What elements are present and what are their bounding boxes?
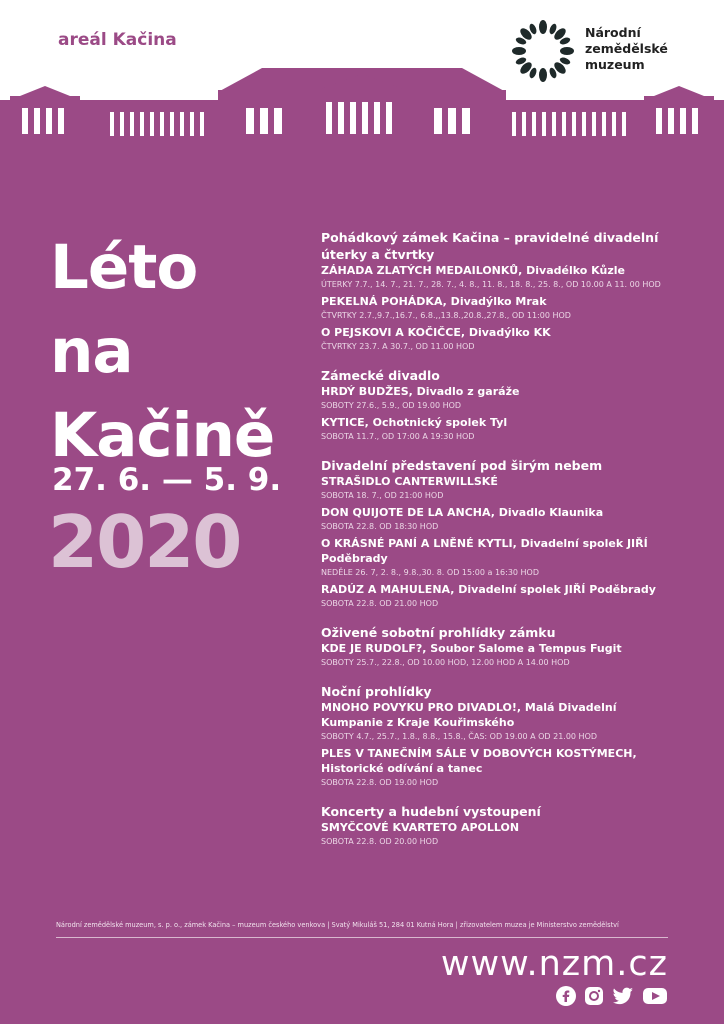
logo-line-3: muzeum [585,57,645,72]
event-name: KYTICE, Ochotnický spolek Tyl [321,416,508,429]
instagram-icon[interactable] [584,986,604,1006]
program-section [321,624,671,669]
event-schedule: SOBOTA 22.8. OD 20.00 HOD [321,837,439,846]
title-line-3: Kačině [50,400,275,471]
event-schedule: SOBOTA 18. 7., OD 21:00 HOD [321,491,444,500]
program-section [321,457,671,610]
event-schedule: SOBOTA 22.8. OD 19.00 HOD [321,778,439,787]
footer-divider [56,937,668,938]
event-name: STRAŠIDLO CANTERWILLSKÉ [321,475,498,488]
website-link[interactable]: www.nzm.cz [440,944,668,984]
event-dates: 27. 6. — 5. 9. [52,462,282,498]
youtube-icon[interactable] [642,986,668,1006]
program-section [321,803,671,848]
event-year: 2020 [48,500,241,584]
chateau-silhouette [0,60,724,142]
title-line-2: na [50,316,133,387]
logo-line-1: Národní [585,25,641,40]
section-title: Noční prohlídky [321,684,432,699]
event-name: ZÁHADA ZLATÝCH MEDAILONKŮ, Divadélko Kůzle [321,264,625,277]
event-name: KDE JE RUDOLF?, Soubor Salome a Tempus Fugit [321,642,622,655]
event-name: HRDÝ BUDŽES, Divadlo z garáže [321,385,520,398]
section-title: Pohádkový zámek Kačina – pravidelné divadelní úterky a čtvrtky [321,230,659,262]
event-schedule: SOBOTY 4.7., 25.7., 1.8., 8.8., 15.8., ČAS: OD 19.00 A OD 21.00 HOD [321,732,598,741]
twitter-icon[interactable] [612,986,634,1006]
event-schedule: SOBOTA 22.8. OD 21.00 HOD [321,599,439,608]
section-title: Zámecké divadlo [321,368,440,383]
section-title: Divadelní představení pod širým nebem [321,458,603,473]
event-schedule: SOBOTY 27.6., 5.9., OD 19.00 HOD [321,401,462,410]
event-name: PEKELNÁ POHÁDKA, Divadýlko Mrak [321,295,547,308]
event-name: DON QUIJOTE DE LA ANCHA, Divadlo Klaunika [321,506,604,519]
program-section [321,229,671,353]
event-name: O KRÁSNÉ PANÍ A LNĚNÉ KYTLI, Divadelní spolek JIŘÍ Poděbrady [321,537,648,565]
section-title: Koncerty a hudební vystoupení [321,804,541,819]
logo-line-2: zemědělské [585,41,668,56]
area-label: areál Kačina [58,30,177,50]
event-schedule: SOBOTA 22.8. OD 18:30 HOD [321,522,439,531]
event-name: SMYČCOVÉ KVARTETO APOLLON [321,821,520,834]
event-schedule: NEDĚLE 26. 7, 2. 8., 9.8.,30. 8. OD 15:00 a 16:30 HOD [321,568,540,577]
title-line-1: Léto [50,232,198,303]
event-schedule: SOBOTA 11.7., OD 17:00 A 19:30 HOD [321,432,475,441]
event-name: O PEJSKOVI A KOČIČCE, Divadýlko KK [321,326,551,339]
event-title [50,226,274,478]
section-title: Oživené sobotní prohlídky zámku [321,625,556,640]
event-name: MNOHO POVYKU PRO DIVADLO!, Malá Divadelní Kumpanie z Kraje Kouřimského [321,701,617,729]
event-name: RADÚZ A MAHULENA, Divadelní spolek JIŘÍ Poděbrady [321,583,656,596]
event-schedule: ČTVRTKY 23.7. A 30.7., OD 11.00 HOD [321,342,475,351]
program-list [321,229,671,862]
event-schedule: ÚTERKY 7.7., 14. 7., 21. 7., 28. 7., 4. 8., 11. 8., 18. 8., 25. 8., OD 10.00 A 11. 00 HOD [321,280,661,289]
social-links [556,986,668,1006]
event-schedule: ČTVRTKY 2.7.,9.7.,16.7., 6.8.,,13.8.,20.8.,27.8., OD 11:00 HOD [321,311,571,320]
event-name: PLES V TANEČNÍM SÁLE V DOBOVÝCH KOSTÝMECH, Historické odívání a tanec [321,747,637,775]
program-section [321,683,671,789]
event-schedule: SOBOTY 25.7., 22.8., OD 10.00 HOD, 12.00 HOD A 14.00 HOD [321,658,570,667]
footer-address: Národní zemědělské muzeum, s. p. o., zámek Kačina – muzeum českého venkova | Svatý Mikuláš 51, 284 01 Kutná Hora | zřizovatelem muzea je Ministerstvo zemědělství [56,921,619,929]
facebook-icon[interactable] [556,986,576,1006]
program-section [321,367,671,443]
